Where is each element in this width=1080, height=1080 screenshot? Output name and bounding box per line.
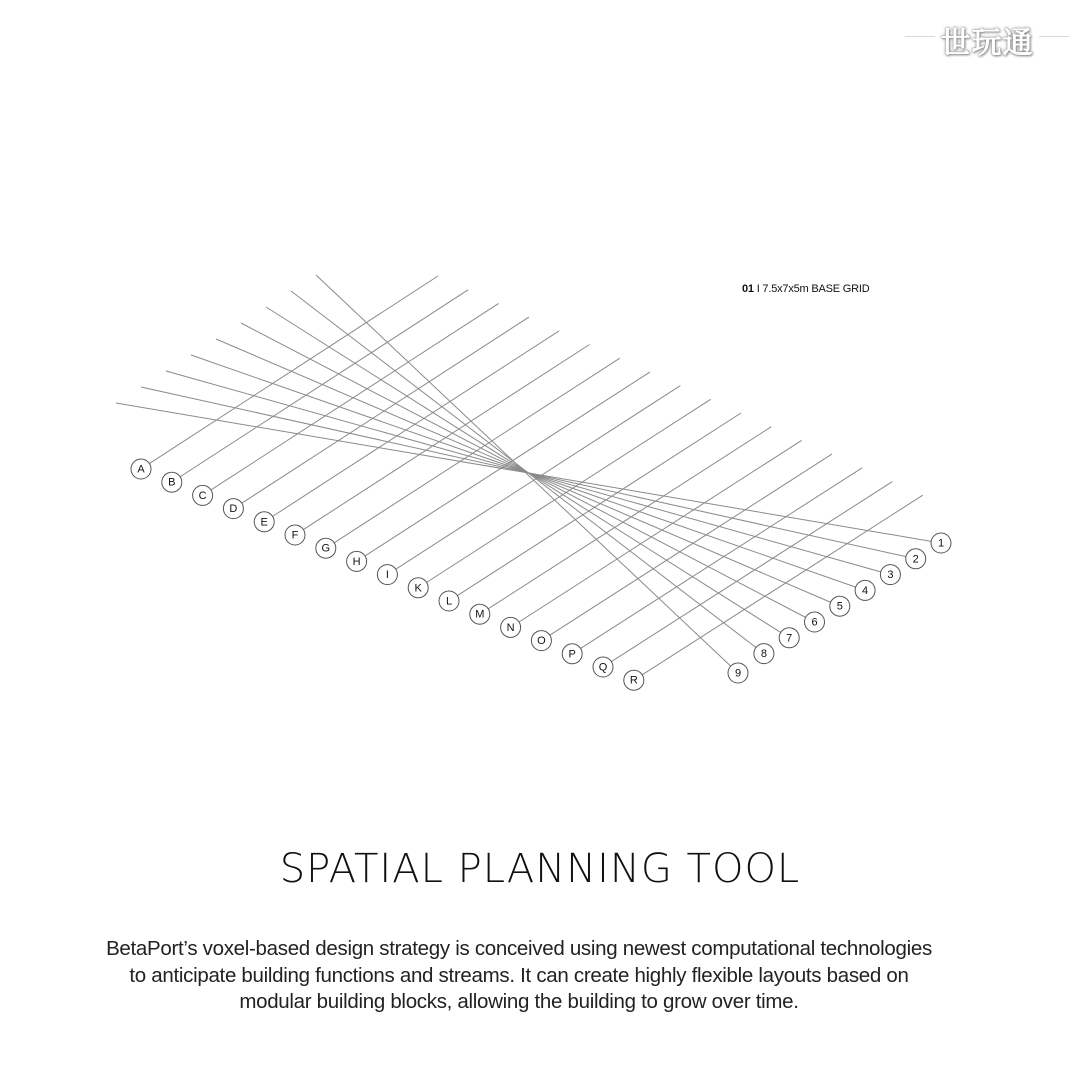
axis-bubble-p-label: P (568, 648, 576, 661)
description-paragraph: BetaPort’s voxel-based design strategy is conceived using newest computational technologies to anticipate building functions and streams. It can create highly flexible layouts based on modular building blocks, allowing the building to grow over time. (106, 937, 932, 1013)
axis-bubble-g (316, 538, 336, 558)
axis-bubble-a (131, 459, 151, 479)
grid-caption-number: 01 (742, 283, 754, 295)
axis-bubble-i-label: I (385, 569, 389, 582)
grid-caption (742, 283, 869, 295)
axis-bubble-g-label: G (321, 542, 331, 555)
axis-bubble-c-label: C (198, 489, 207, 502)
grid-line-c (211, 303, 499, 490)
axis-bubble-q-label: Q (598, 661, 608, 674)
axis-bubble-i (377, 565, 397, 585)
page-title: SPATIAL PLANNING TOOL (279, 846, 801, 892)
axis-bubble-6 (805, 612, 825, 632)
axis-bubble-d (223, 499, 243, 519)
grid-caption-text: 7.5x7x5m BASE GRID (762, 283, 870, 295)
grid-line-d (242, 317, 529, 503)
axis-bubble-4-label: 4 (862, 584, 869, 597)
grid-line-b (180, 290, 468, 477)
axis-bubble-n-label: N (506, 621, 515, 634)
grid-caption-separator: I (756, 283, 760, 295)
axis-bubble-9-label: 9 (734, 667, 742, 680)
grid-line-n (519, 440, 802, 622)
axis-bubble-2 (906, 549, 926, 569)
grid-line-9 (316, 275, 731, 666)
watermark-text: 世玩通 (940, 26, 1034, 61)
axis-bubble-l (439, 591, 459, 611)
grid-line-k (427, 399, 711, 582)
axis-bubble-e (254, 512, 274, 532)
axis-bubble-o-label: O (537, 635, 546, 648)
axis-bubble-f (285, 525, 305, 545)
axis-bubble-r-label: R (629, 674, 638, 687)
axis-bubble-8-label: 8 (760, 648, 767, 661)
axis-bubble-4 (855, 580, 875, 600)
axis-bubble-m (470, 604, 490, 624)
axis-bubble-6-label: 6 (811, 616, 818, 629)
axis-bubble-c (193, 485, 213, 505)
axis-bubble-1-label: 1 (937, 537, 945, 550)
axis-bubble-2-label: 2 (912, 553, 919, 566)
axis-bubble-n (501, 617, 521, 637)
grid-line-e (273, 331, 560, 517)
grid-line-o (550, 454, 832, 635)
axis-bubble-m-label: M (475, 608, 485, 621)
axis-bubble-k (408, 578, 428, 598)
grid-line-f (303, 345, 589, 530)
grid-line-r (642, 495, 923, 675)
grid-line-8 (291, 291, 756, 648)
axis-bubble-r (624, 670, 644, 690)
axis-bubble-q (593, 657, 613, 677)
axis-bubble-b (162, 472, 182, 492)
axis-bubble-p (562, 644, 582, 664)
grid-line-l (457, 413, 741, 596)
axis-bubble-b-label: B (168, 476, 176, 489)
axis-bubble-a-label: A (137, 463, 145, 476)
axis-bubble-8 (754, 644, 774, 664)
axis-bubble-o (531, 631, 551, 651)
axis-bubble-5-label: 5 (836, 600, 843, 613)
axis-bubble-e-label: E (260, 516, 268, 529)
axis-bubble-h-label: H (352, 555, 361, 568)
axis-bubble-3-label: 3 (887, 569, 894, 582)
axis-bubble-k-label: K (414, 582, 422, 595)
axis-bubble-7-label: 7 (786, 632, 793, 645)
axis-bubble-h (347, 551, 367, 571)
axis-bubble-7 (779, 628, 799, 648)
axis-bubble-1 (931, 533, 951, 553)
axis-bubble-f-label: F (291, 529, 299, 542)
axis-bubble-d-label: D (229, 503, 238, 516)
axis-bubble-3 (880, 565, 900, 585)
axis-bubble-5 (830, 596, 850, 616)
axis-bubble-9 (728, 663, 748, 683)
axis-bubble-l-label: L (445, 595, 453, 608)
